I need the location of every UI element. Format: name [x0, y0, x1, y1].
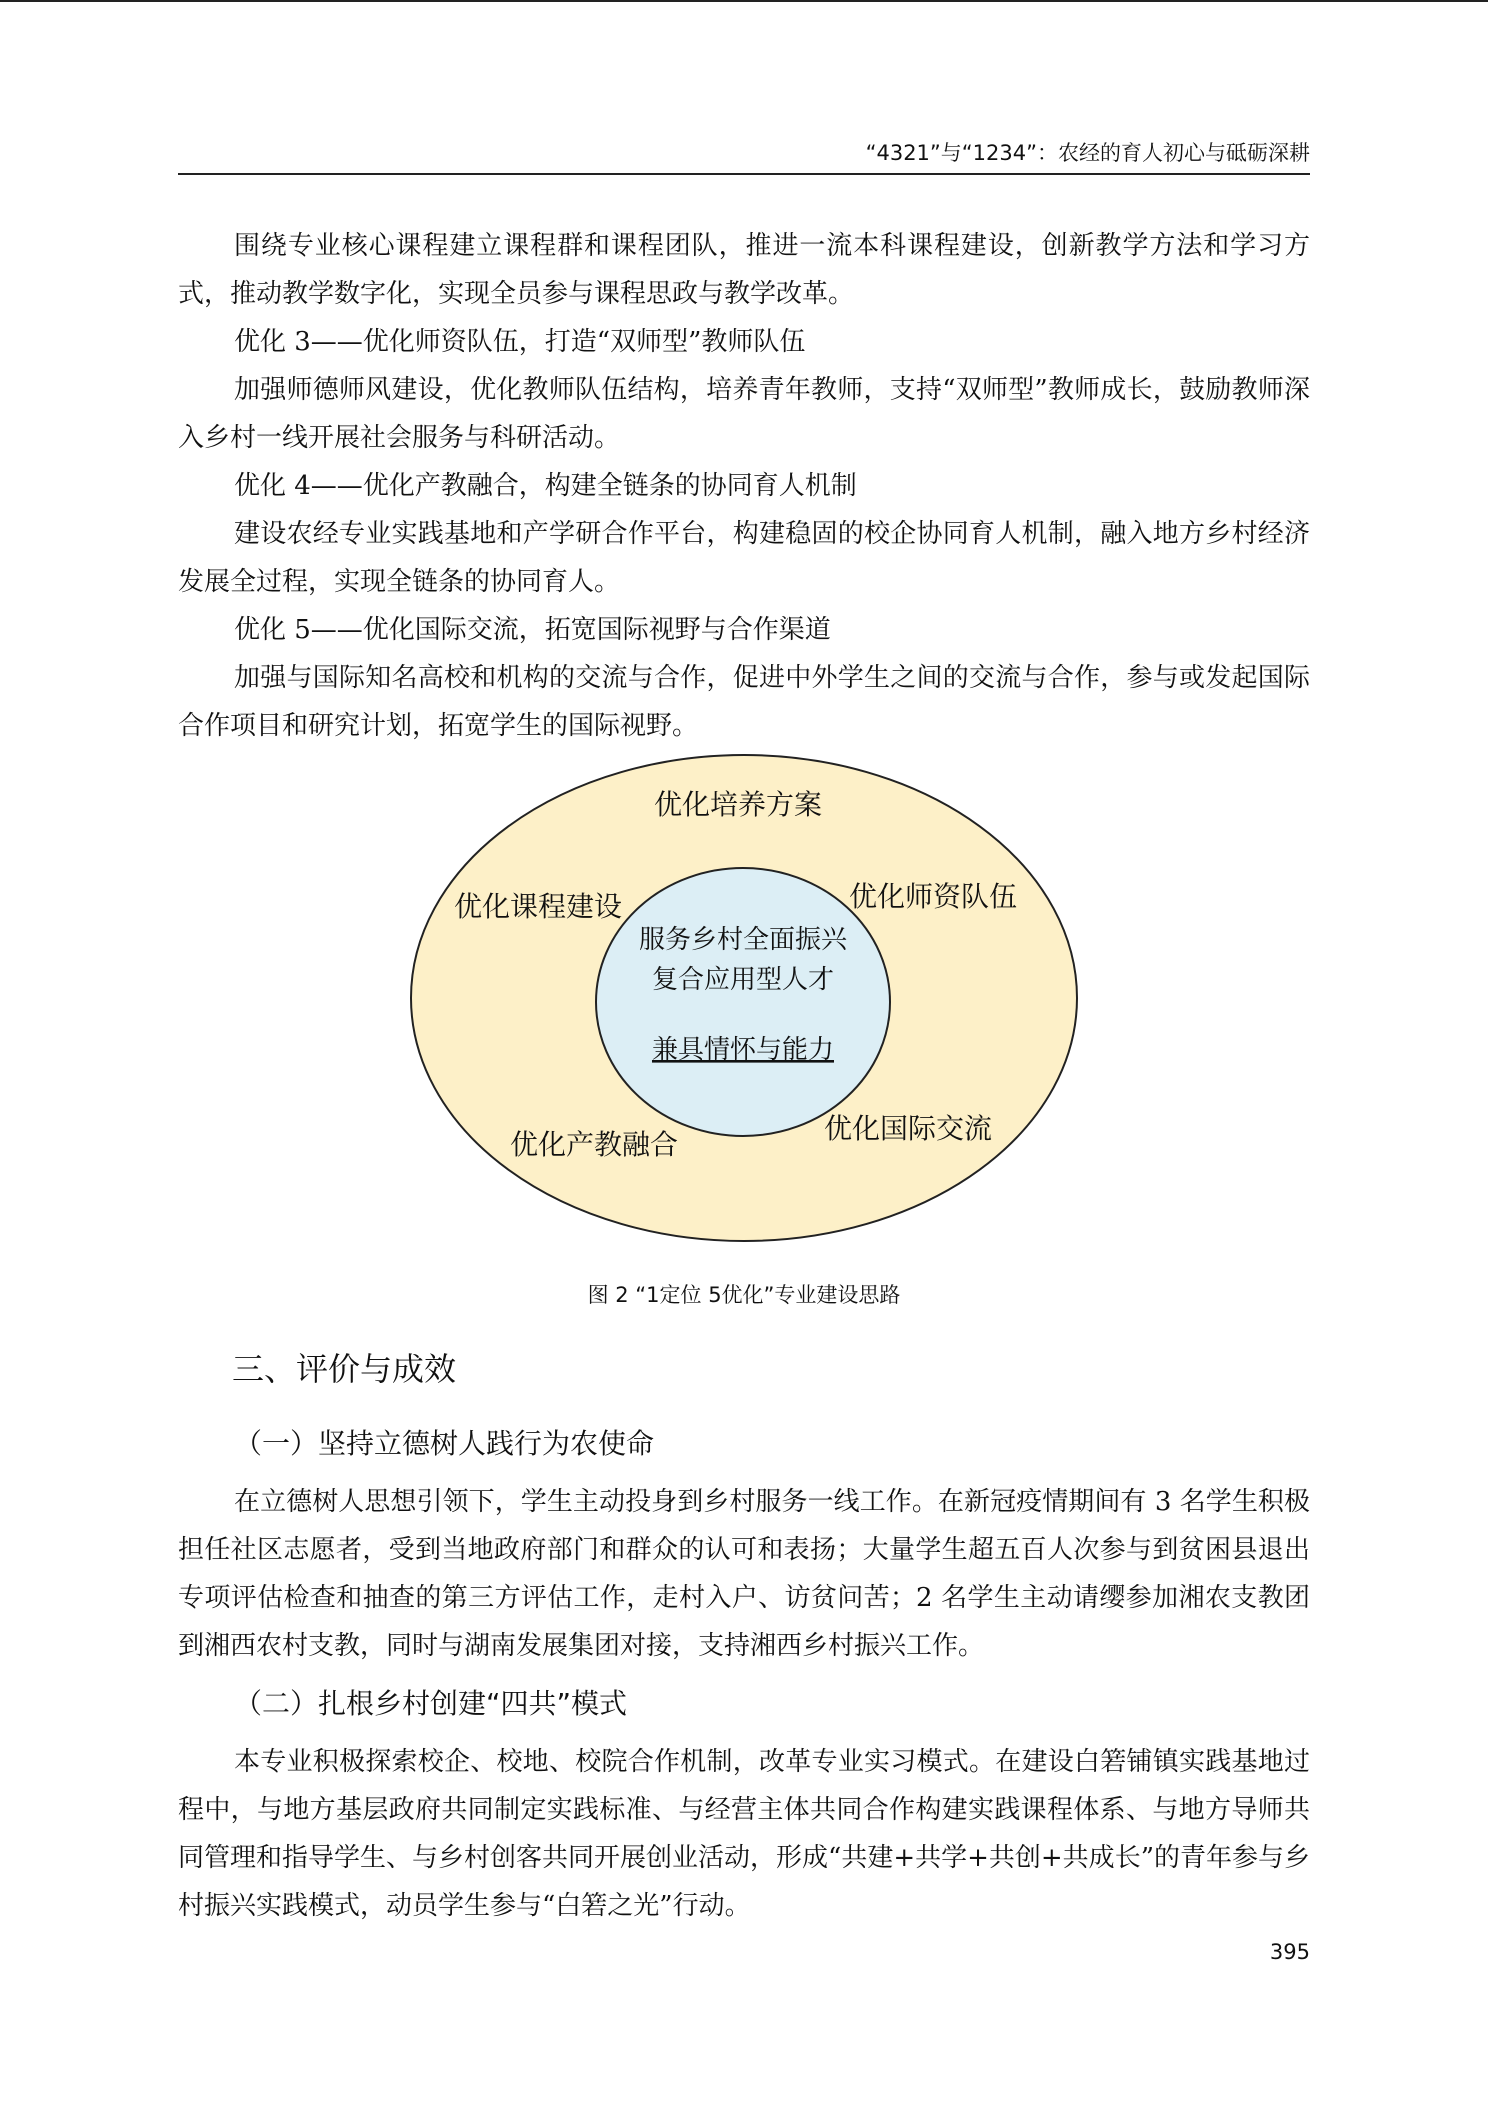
- subheading-1: （一）坚持立德树人践行为农使命: [234, 1427, 655, 1460]
- section-title: 三、评价与成效: [232, 1350, 457, 1388]
- paragraph-industry: 建设农经专业实践基地和产学研合作平台，构建稳固的校企协同育人机制，融入地方乡村经济发展全过程，实现全链条的协同育人。: [178, 519, 1310, 597]
- concept-diagram: [408, 752, 1080, 1244]
- heading-optimize-3: 优化 3——优化师资队伍，打造“双师型”教师队伍: [234, 327, 806, 357]
- paragraph-moral-education: 在立德树人思想引领下，学生主动投身到乡村服务一线工作。在新冠疫情期间有 3 名学生积极担任社区志愿者，受到当地政府部门和群众的认可和表扬；大量学生超五百人次参与到贫困县退出专项评估检查和抽查的第三方评估工作，走村入户、访贫问苦；2 名学生主动请缨参加湘农支教团到湘西农村支教，同时与湖南发展集团对接，支持湘西乡村振兴工作。: [178, 1487, 1310, 1661]
- paragraph-international: 加强与国际知名高校和机构的交流与合作，促进中外学生之间的交流与合作，参与或发起国际合作项目和研究计划，拓宽学生的国际视野。: [178, 663, 1310, 741]
- inner-text-line2: 复合应用型人才: [651, 965, 835, 995]
- body-block-1: [178, 222, 1310, 750]
- page-number: 395: [1269, 1940, 1310, 1964]
- header-rule: [178, 173, 1310, 175]
- running-header: “4321”与“1234”：农经的育人初心与砥砺深耕: [865, 141, 1310, 165]
- label-international: 优化国际交流: [823, 1112, 993, 1145]
- label-training-plan: 优化培养方案: [653, 788, 823, 821]
- diagram-svg: [408, 752, 1080, 1244]
- inner-circle: [596, 868, 890, 1136]
- heading-optimize-4: 优化 4——优化产教融合，构建全链条的协同育人机制: [234, 471, 857, 501]
- paragraph-teachers: 加强师德师风建设，优化教师队伍结构，培养青年教师，支持“双师型”教师成长，鼓励教师深入乡村一线开展社会服务与科研活动。: [178, 375, 1310, 453]
- paragraph-course: 围绕专业核心课程建立课程群和课程团队，推进一流本科课程建设，创新教学方法和学习方式，推动教学数字化，实现全员参与课程思政与教学改革。: [178, 231, 1310, 309]
- label-faculty: 优化师资队伍: [848, 880, 1018, 913]
- inner-text-line3: 兼具情怀与能力: [651, 1035, 835, 1065]
- heading-optimize-5: 优化 5——优化国际交流，拓宽国际视野与合作渠道: [234, 615, 831, 645]
- subheading-2: （二）扎根乡村创建“四共”模式: [234, 1687, 628, 1720]
- paragraph-four-together: 本专业积极探索校企、校地、校院合作机制，改革专业实习模式。在建设白箬铺镇实践基地过程中，与地方基层政府共同制定实践标准、与经营主体共同合作构建实践课程体系、与地方导师共同管理和指导学生、与乡村创客共同开展创业活动，形成“共建+共学+共创+共成长”的青年参与乡村振兴实践模式，动员学生参与“白箬之光”行动。: [178, 1747, 1310, 1921]
- body-block-2: [178, 1420, 1310, 1930]
- label-industry-education: 优化产教融合: [509, 1128, 679, 1161]
- figure-caption: 图 2 “1定位 5优化”专业建设思路: [587, 1283, 901, 1307]
- inner-text-line1: 服务乡村全面振兴: [638, 925, 848, 955]
- top-border: [0, 0, 1488, 2]
- label-course-construction: 优化课程建设: [453, 890, 623, 923]
